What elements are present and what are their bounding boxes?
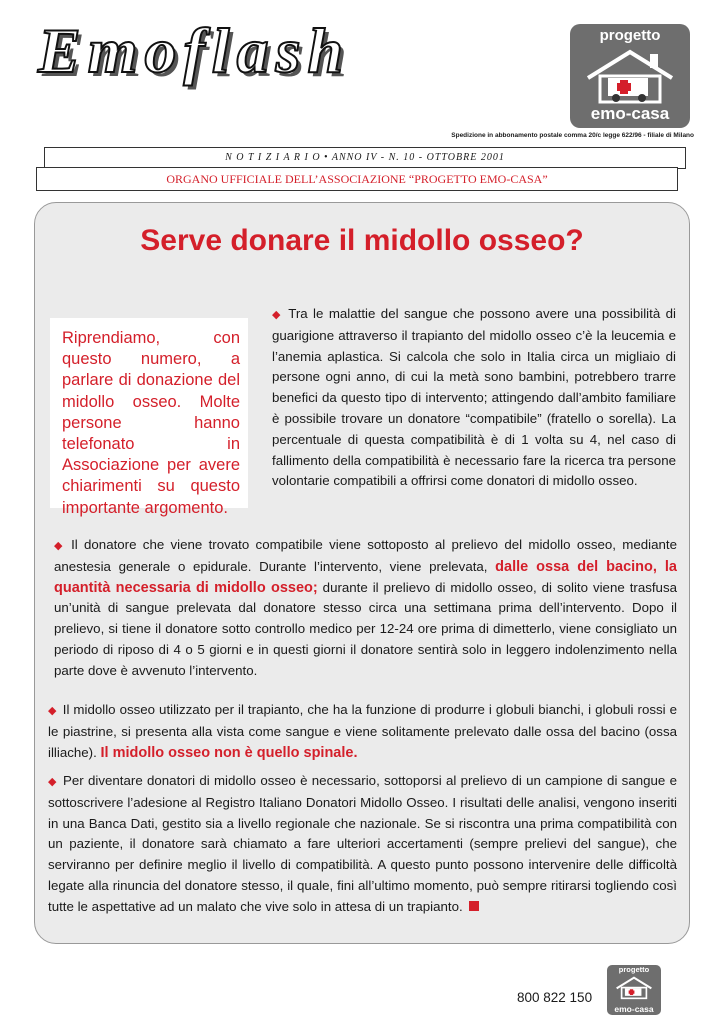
- paragraph-4: [48, 771, 677, 918]
- diamond-bullet-icon: ◆: [54, 540, 66, 552]
- paragraph-1: [272, 304, 676, 492]
- paragraph-4-text: Per diventare donatori di midollo osseo è necessario, sottoporsi al prelievo di un campione di sangue e sottoscrivere l’adesione al Registro Italiano Donatori Midollo Osseo. I risultati delle analisi, vengono inseriti in una Banca Dati, gestito sia a livello regionale che nazionale. Se si riscontra una prima compatibilità con un paziente, il donatore sarà chiamato a fare ulteriori accertamenti (sempre prelievi del sangue), che serviranno per definire meglio il livello di compatibilità. A questo punto possono intervenire delle difficoltà legate alla rinuncia del donatore stesso, il quale, fini all’ultimo momento, può sempre ritirarsi togliendo così tutte le aspettative ad un malato che vive solo in attesa di un trapianto.: [48, 773, 677, 914]
- diamond-bullet-icon: ◆: [48, 705, 57, 717]
- footer-logo-top-text: progetto: [618, 965, 650, 974]
- article-headline: Serve donare il midollo osseo?: [140, 224, 584, 257]
- diamond-bullet-icon: ◆: [48, 776, 58, 788]
- paragraph-1-text: Tra le malattie del sangue che possono avere una possibilità di guarigione attraverso il trapianto del midollo osseo c’è la leucemia e l’anemia aplastica. Si calcola che solo in Italia circa un migliaio di persone ogni anno, di cui la metà sono bambini, potrebbero trarre benefici da questo tipo di intervento; attingendo dall’ambito familiare è possibile trovare un donatore “compatibile” (fratello o sorella). La percentuale di questa compatibilità è di 1 volta su 4, nel caso di fallimento della compatibilità è necessario fare la ricerca tra persone volontarie compatibili a offrirsi come donatori di midollo osseo.: [272, 306, 676, 489]
- organ-line: ORGANO UFFICIALE DELL’ASSOCIAZIONE “PROGETTO EMO-CASA”: [36, 167, 678, 191]
- diamond-bullet-icon: ◆: [272, 309, 283, 321]
- house-ambulance-icon: [615, 975, 653, 1001]
- issue-banner: [30, 147, 695, 191]
- end-square-icon: [469, 901, 479, 911]
- issue-line: N O T I Z I A R I O • ANNO IV - N. 10 - OTTOBRE 2001: [44, 147, 686, 169]
- paragraph-3-text-a: Il midollo osseo utilizzato per il trapianto, che ha la funzione di produrre i globuli bianchi, i globuli rossi e le piastrine, si presenta alla vista come sangue e viene solitamente prelevato dalle ossa del bacino (ossa illiache).: [48, 702, 677, 760]
- paragraph-2-text-a: Il donatore che viene trovato compatibile viene sottoposto al prelievo del midollo osseo, mediante anestesia generale o epidurale. Durante l’intervento, viene prelevata,: [54, 537, 677, 574]
- logo-top-text: progetto: [599, 27, 661, 44]
- paragraph-2-text-b: durante il prelievo di midollo osseo, di solito viene trasfusa un’unità di sangue prelevata dal donatore stesso circa una settimana prima dell’intervento. Dopo il prelievo, si tiene il donatore sotto controllo medico per 12-24 ore prima di dimetterlo, viene consigliato un periodo di riposo di 4 o 5 giorni e in questi giorni il donatore sentirà solo in leggero indolenzimento nella parte dove è avvenuto l’intervento.: [54, 579, 677, 678]
- logo-bottom-text: emo-casa: [590, 104, 670, 123]
- paragraph-2: [54, 535, 677, 682]
- paragraph-3: [48, 700, 677, 763]
- footer-logo: [607, 965, 661, 1015]
- progetto-emo-casa-logo: [570, 24, 690, 128]
- house-ambulance-icon: [584, 48, 676, 106]
- paragraph-3-highlight: Il midollo osseo non è quello spinale.: [100, 744, 358, 761]
- paragraph-2-highlight: dalle ossa del bacino, la quantità necessaria di midollo osseo;: [54, 558, 677, 596]
- footer-logo-bottom-text: emo-casa: [614, 1004, 654, 1014]
- postal-note: Spedizione in abbonamento postale comma 20/c legge 622/96 - filiale di Milano: [451, 132, 694, 139]
- masthead-title: Emoflash: [38, 15, 351, 86]
- phone-number: 800 822 150: [517, 990, 593, 1005]
- pullquote: Riprendiamo, con questo numero, a parlare di donazione del midollo osseo. Molte persone hanno telefonato in Associazione per avere chiarimenti su questo importante argomento.: [50, 318, 248, 508]
